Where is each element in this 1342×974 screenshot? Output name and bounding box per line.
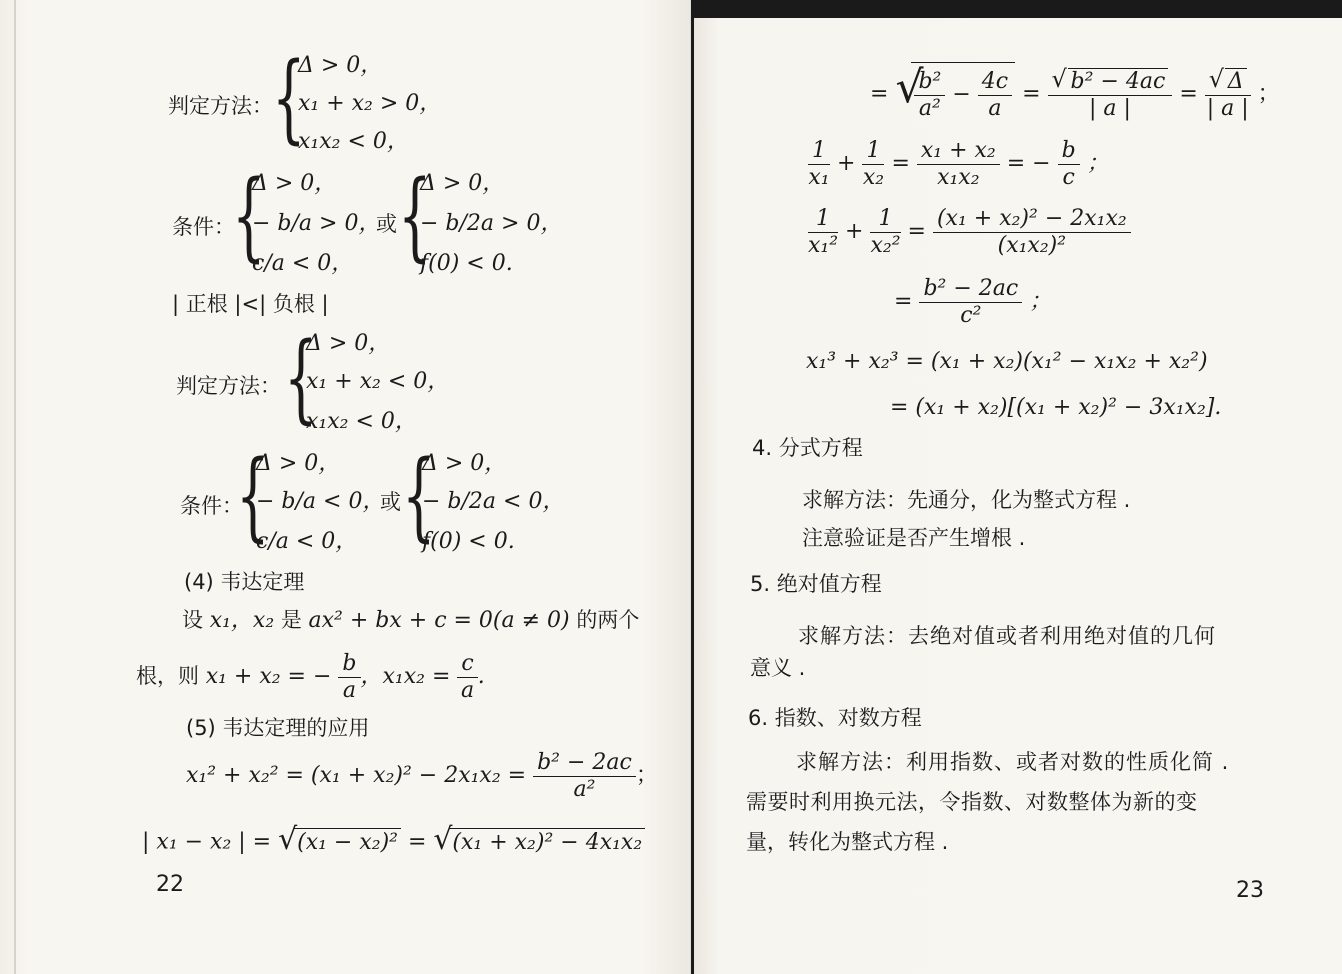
fraction bbox=[870, 206, 900, 259]
condition-line: x₁ + x₂ < 0， bbox=[306, 369, 450, 394]
denominator: a bbox=[342, 677, 357, 703]
condition-line: Δ > 0， bbox=[256, 451, 341, 476]
denominator: (x₁x₂)² bbox=[997, 232, 1067, 258]
numerator: 1 bbox=[808, 206, 838, 233]
condition-line: f(0) < 0. bbox=[422, 529, 515, 554]
equation-sum-cubes: x₁³ + x₂³ = (x₁ + x₂)(x₁² − x₁x₂ + x₂²) bbox=[806, 349, 1208, 374]
subsection-title: (4) 韦达定理 bbox=[184, 570, 305, 594]
fraction bbox=[862, 138, 884, 191]
denominator: x₂ bbox=[862, 164, 885, 190]
equation-row bbox=[870, 62, 1280, 127]
math: = bbox=[894, 289, 913, 314]
condition-line: Δ > 0， bbox=[420, 171, 505, 196]
radicand: (x₁ + x₂)² − 4x₁x₂ bbox=[449, 828, 645, 857]
left-brace: { bbox=[236, 440, 270, 552]
condition-label-2: 条件： bbox=[172, 215, 235, 239]
denominator: x₂² bbox=[870, 232, 901, 258]
numerator: x₁ + x₂ bbox=[917, 138, 1000, 165]
text: 根，则 bbox=[136, 664, 206, 688]
left-brace: { bbox=[232, 160, 266, 272]
right-page bbox=[694, 18, 1342, 974]
paragraph-line: 求解方法：去绝对值或者利用绝对值的几何 bbox=[798, 624, 1216, 648]
numerator: 4c bbox=[978, 69, 1012, 96]
punct: ； bbox=[635, 763, 658, 788]
or-word: 或 bbox=[376, 212, 397, 236]
fraction bbox=[978, 69, 1012, 122]
fraction bbox=[919, 276, 1022, 329]
equation-row bbox=[894, 272, 1051, 332]
condition-line: Δ > 0， bbox=[298, 53, 383, 78]
paragraph-line: 量，转化为整式方程 . bbox=[746, 830, 949, 854]
math: = bbox=[407, 829, 427, 855]
numerator: b² − 2ac bbox=[919, 276, 1022, 303]
fraction bbox=[917, 138, 1000, 191]
fraction bbox=[1058, 138, 1080, 191]
condition-line: Δ > 0， bbox=[252, 171, 337, 196]
equation-abs-difference bbox=[142, 822, 645, 857]
text: 是 bbox=[274, 608, 309, 632]
denominator: c² bbox=[960, 302, 982, 328]
radicand: b² − 4ac bbox=[1068, 68, 1169, 95]
numerator: 1 bbox=[808, 138, 830, 165]
numerator: b bbox=[1058, 138, 1080, 165]
fraction bbox=[457, 651, 477, 704]
denominator: x₁ bbox=[808, 164, 830, 190]
paragraph-line: 意义 . bbox=[750, 656, 806, 680]
section-title: 4. 分式方程 bbox=[752, 436, 863, 460]
left-brace: { bbox=[398, 160, 432, 272]
denominator: a bbox=[988, 95, 1002, 121]
denominator: x₁x₂ bbox=[937, 164, 980, 190]
condition-line: Δ > 0， bbox=[422, 451, 507, 476]
denominator: | a | bbox=[1088, 95, 1131, 121]
condition-line: − b/2a < 0， bbox=[422, 489, 565, 514]
or-word: 或 bbox=[380, 490, 401, 514]
math: = bbox=[1179, 81, 1198, 107]
left-brace: { bbox=[402, 440, 436, 552]
section-heading: | 正根 |<| 负根 | bbox=[172, 292, 329, 316]
math: = bbox=[907, 219, 926, 244]
condition-line: c/a < 0， bbox=[256, 529, 358, 554]
equation-row bbox=[808, 202, 1131, 262]
math: = − bbox=[1006, 151, 1051, 176]
condition-line: x₁ + x₂ > 0， bbox=[298, 91, 442, 116]
fraction: √ Δ | a | bbox=[1206, 64, 1249, 121]
denominator: c bbox=[1062, 164, 1075, 190]
left-brace: { bbox=[272, 42, 306, 154]
condition-label-4: 条件： bbox=[180, 494, 243, 518]
math: − bbox=[952, 82, 971, 107]
condition-line: Δ > 0， bbox=[306, 331, 391, 356]
punct: ； bbox=[1257, 81, 1280, 107]
math: x₁² + x₂² = (x₁ + x₂)² − 2x₁x₂ = bbox=[186, 763, 527, 788]
subsection-title: (5) 韦达定理的应用 bbox=[186, 716, 370, 740]
fraction bbox=[338, 651, 360, 704]
criterion-label-3: 判定方法： bbox=[176, 374, 281, 398]
condition-line: c/a < 0， bbox=[252, 251, 354, 276]
numerator: b² − 2ac bbox=[533, 750, 636, 777]
paragraph-line: 求解方法：先通分，化为整式方程 . bbox=[802, 488, 1131, 512]
numerator: b bbox=[338, 651, 360, 678]
math: ，x₁x₂ = bbox=[360, 664, 451, 689]
paragraph-line: 注意验证是否产生增根 . bbox=[802, 526, 1026, 550]
condition-line: − b/a > 0， bbox=[252, 211, 381, 236]
math: x₁ + x₂ = − bbox=[205, 664, 332, 689]
numerator: (x₁ + x₂)² − 2x₁x₂ bbox=[933, 206, 1131, 233]
page-edge bbox=[14, 0, 16, 974]
denominator: a² bbox=[918, 95, 941, 121]
numerator: c bbox=[457, 651, 477, 678]
fraction bbox=[808, 138, 830, 191]
condition-line: x₁x₂ < 0， bbox=[298, 129, 409, 154]
radical: √ $\frac{\text{b²}}{\text{a²}}$ − $\frac{4c}{a}$ bbox=[895, 62, 1015, 127]
criterion-label-1: 判定方法： bbox=[168, 94, 273, 118]
denominator: | a | bbox=[1206, 95, 1249, 121]
punct: ； bbox=[1029, 289, 1052, 314]
vieta-statement-line2 bbox=[136, 648, 485, 705]
numerator: 1 bbox=[862, 138, 884, 165]
numerator: 1 bbox=[870, 206, 900, 233]
radical: √ (x₁ − x₂)² bbox=[278, 828, 401, 857]
math: = bbox=[891, 151, 910, 176]
text: 的两个 bbox=[569, 608, 640, 632]
condition-line: − b/2a > 0， bbox=[420, 211, 563, 236]
page-number: 22 bbox=[156, 872, 184, 897]
numerator: b² bbox=[914, 69, 945, 96]
condition-line: f(0) < 0. bbox=[420, 251, 513, 276]
equation-row bbox=[808, 134, 1109, 194]
paragraph-line: 求解方法：利用指数、或者对数的性质化简 . bbox=[796, 750, 1230, 774]
fraction bbox=[808, 206, 838, 259]
equation-sum-squares bbox=[186, 748, 658, 804]
condition-line: − b/a < 0， bbox=[256, 489, 385, 514]
math: . bbox=[477, 664, 485, 689]
text: 设 bbox=[182, 608, 210, 632]
radicand: Δ bbox=[1225, 68, 1247, 95]
math: = bbox=[870, 81, 889, 107]
page-number: 23 bbox=[1236, 878, 1264, 903]
fraction: √ b² − 4ac | a | bbox=[1048, 68, 1173, 122]
section-title: 6. 指数、对数方程 bbox=[748, 706, 922, 730]
fraction bbox=[533, 750, 636, 803]
vieta-statement-line1 bbox=[182, 606, 639, 635]
math: = bbox=[1022, 81, 1041, 107]
left-brace: { bbox=[284, 322, 318, 434]
condition-line: x₁x₂ < 0， bbox=[306, 409, 417, 434]
math: + bbox=[845, 219, 864, 244]
math: x₁，x₂ bbox=[209, 608, 275, 633]
section-title: 5. 绝对值方程 bbox=[750, 572, 882, 596]
math: | x₁ − x₂ | = bbox=[142, 829, 272, 855]
radical: √ (x₁ + x₂)² − 4x₁x₂ bbox=[433, 828, 645, 857]
radicand: (x₁ − x₂)² bbox=[294, 828, 401, 857]
denominator: x₁² bbox=[808, 232, 839, 258]
math: + bbox=[837, 151, 856, 176]
paragraph-line: 需要时利用换元法，令指数、对数整体为新的变 bbox=[746, 790, 1198, 814]
math: ax² + bx + c = 0(a ≠ 0) bbox=[308, 608, 570, 633]
fraction bbox=[933, 206, 1131, 259]
denominator: a² bbox=[573, 776, 596, 802]
equation-sum-cubes-cont: = (x₁ + x₂)[(x₁ + x₂)² − 3x₁x₂]. bbox=[890, 395, 1222, 420]
punct: ； bbox=[1086, 151, 1109, 176]
denominator: a bbox=[461, 677, 475, 703]
